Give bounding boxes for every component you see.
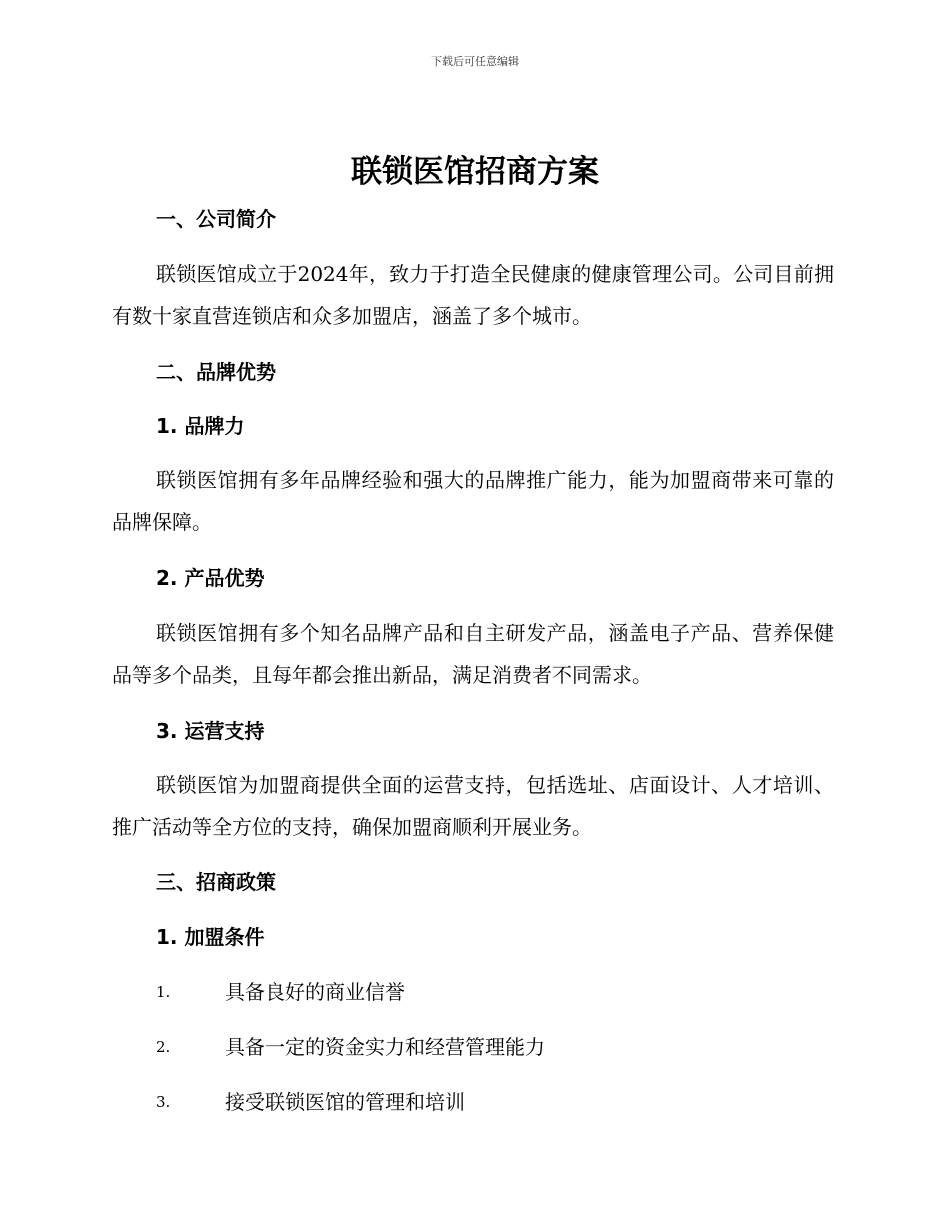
list-item bbox=[156, 977, 836, 1007]
document-title: 联锁医馆招商方案 bbox=[351, 154, 599, 190]
section-heading-company-intro: 一、公司简介 bbox=[156, 207, 276, 231]
list-item-number: 2. bbox=[156, 1038, 171, 1056]
list-item-number: 3. bbox=[156, 1093, 171, 1111]
paragraph-product-advantage: 联锁医馆拥有多个知名品牌产品和自主研发产品，涵盖电子产品、营养保健品等多个品类，且每年都会推出新品，满足消费者不同需求。 bbox=[112, 621, 834, 687]
paragraph-operation-support: 联锁医馆为加盟商提供全面的运营支持，包括选址、店面设计、人才培训、推广活动等全方位的支持，确保加盟商顺利开展业务。 bbox=[112, 773, 834, 839]
list-item bbox=[156, 1032, 836, 1062]
section-heading-brand-advantage: 二、品牌优势 bbox=[156, 360, 276, 384]
list-item bbox=[156, 1087, 836, 1117]
list-item-number: 1. bbox=[156, 983, 171, 1001]
paragraph-company-intro: 联锁医馆成立于2024年，致力于打造全民健康的健康管理公司。公司目前拥有数十家直营连锁店和众多加盟店，涵盖了多个城市。 bbox=[112, 262, 834, 328]
subheading-operation-support: 3. 运营支持 bbox=[156, 719, 265, 743]
list-item-text: 具备良好的商业信誉 bbox=[225, 980, 405, 1004]
subheading-brand-power: 1. 品牌力 bbox=[156, 414, 245, 438]
paragraph-brand-power: 联锁医馆拥有多年品牌经验和强大的品牌推广能力，能为加盟商带来可靠的品牌保障。 bbox=[112, 468, 834, 534]
subheading-franchise-conditions: 1. 加盟条件 bbox=[156, 925, 265, 949]
header-note: 下载后可任意编辑 bbox=[431, 55, 519, 68]
list-item-text: 接受联锁医馆的管理和培训 bbox=[225, 1090, 465, 1114]
subheading-product-advantage: 2. 产品优势 bbox=[156, 566, 265, 590]
section-heading-investment-policy: 三、招商政策 bbox=[156, 870, 276, 894]
list-item-text: 具备一定的资金实力和经营管理能力 bbox=[225, 1035, 545, 1059]
